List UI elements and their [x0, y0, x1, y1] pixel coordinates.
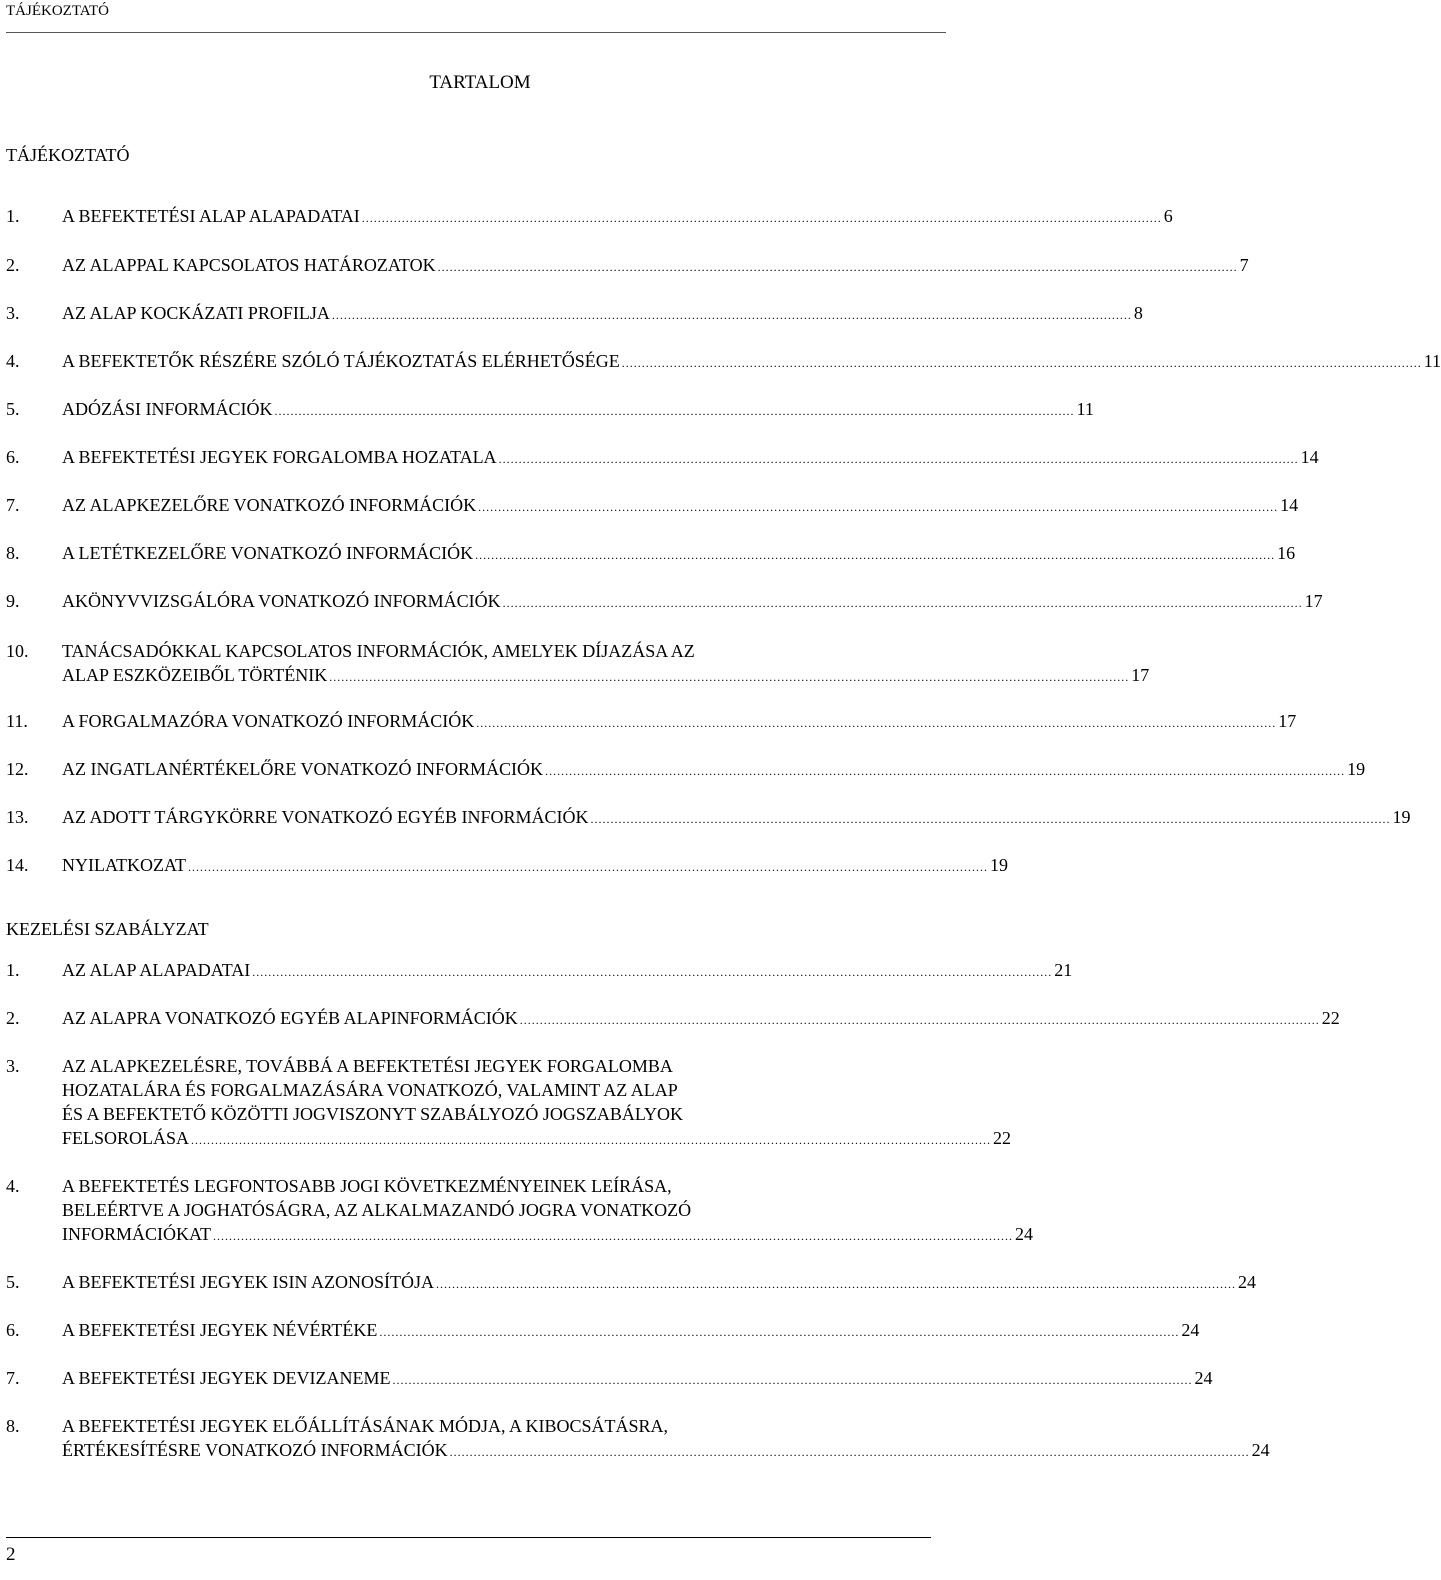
section-title-kezelesi-szabalyzat: KEZELÉSI SZABÁLYZAT — [6, 919, 209, 939]
toc-leader-dots: ........................................................................................................................................................................................................ — [621, 356, 1422, 370]
toc-entry-page: 24 — [1238, 1272, 1256, 1292]
toc-entry-title: AZ ALAPRA VONATKOZÓ EGYÉB ALAPINFORMÁCIÓK — [62, 1008, 518, 1028]
toc-entry-number: 8. — [6, 1416, 20, 1436]
toc-entry-title: A BEFEKTETŐK RÉSZÉRE SZÓLÓ TÁJÉKOZTATÁS ELÉRHETŐSÉGE — [62, 351, 620, 371]
toc-entry-page: 14 — [1280, 495, 1299, 515]
toc-entry-page: 24 — [1194, 1368, 1213, 1388]
toc-entry-number: 9. — [6, 591, 20, 611]
toc-entry-number: 2. — [6, 1008, 20, 1028]
toc-entry-title: AZ ALAPKEZELŐRE VONATKOZÓ INFORMÁCIÓK — [62, 495, 477, 515]
toc-entry[interactable] — [6, 253, 1249, 277]
toc-leader-dots: ........................................................................................................................................................................................................ — [361, 211, 1162, 225]
toc-entry-page: 14 — [1300, 447, 1319, 467]
toc-entry-title: AZ ADOTT TÁRGYKÖRRE VONATKOZÓ EGYÉB INFORMÁCIÓK — [62, 807, 589, 827]
toc-entry[interactable] — [6, 709, 1297, 733]
toc-entry-title: A BEFEKTETÉSI JEGYEK ISIN AZONOSÍTÓJA — [62, 1272, 434, 1292]
toc-entry-page: 17 — [1304, 591, 1323, 611]
toc-entry-page: 19 — [989, 855, 1008, 875]
toc-entry-title: AZ ALAPPAL KAPCSOLATOS HATÁROZATOK — [62, 255, 436, 275]
toc-entry-page: 24 — [1251, 1440, 1270, 1460]
toc-entry-title: ADÓZÁSI INFORMÁCIÓK — [62, 399, 273, 419]
toc-entry-number: 7. — [6, 495, 20, 515]
toc-entry[interactable] — [6, 493, 1299, 517]
toc-entry-number: 1. — [6, 206, 20, 226]
header-rule — [6, 32, 946, 33]
toc-entry-title: A BEFEKTETÉSI JEGYEK ELŐÁLLÍTÁSÁNAK MÓDJA, A KIBOCSÁTÁSRA, — [62, 1416, 669, 1436]
page-number: 2 — [6, 1544, 16, 1565]
toc-entry-number: 6. — [6, 447, 20, 467]
toc-entry-title: AZ ALAP ALAPADATAI — [62, 960, 251, 980]
toc-entry-page: 19 — [1392, 807, 1411, 827]
toc-entry-number: 14. — [6, 855, 29, 875]
toc-leader-dots: ........................................................................................................................................................................................................ — [436, 1277, 1236, 1291]
toc-entry-title: AKÖNYVVIZSGÁLÓRA VONATKOZÓ INFORMÁCIÓK — [62, 591, 501, 611]
toc-leader-dots: ........................................................................................................................................................................................................ — [545, 764, 1346, 778]
toc-entry-number: 7. — [6, 1368, 20, 1388]
toc-entry-title: INFORMÁCIÓKAT — [62, 1224, 212, 1244]
toc-entry-title: A BEFEKTETÉSI ALAP ALAPADATAI — [62, 206, 360, 226]
footer-rule — [6, 1537, 931, 1538]
toc-entry-number: 5. — [6, 399, 20, 419]
toc-entry[interactable] — [6, 349, 1441, 373]
toc-entry-title: AZ ALAP KOCKÁZATI PROFILJA — [62, 303, 330, 323]
toc-leader-dots: ........................................................................................................................................................................................................ — [274, 404, 1075, 418]
toc-entry-page: 17 — [1278, 711, 1297, 731]
toc-entry-number: 4. — [6, 351, 20, 371]
toc-entry-page: 24 — [1181, 1320, 1200, 1340]
toc-leader-dots: ........................................................................................................................................................................................................ — [475, 548, 1276, 562]
toc-entry[interactable] — [6, 1174, 1034, 1246]
toc-entry-title: AZ ALAPKEZELÉSRE, TOVÁBBÁ A BEFEKTETÉSI JEGYEK FORGALOMBA — [62, 1056, 673, 1076]
toc-leader-dots: ........................................................................................................................................................................................................ — [329, 670, 1130, 684]
toc-entry-page: 21 — [1054, 960, 1073, 980]
section-title-tajekoztato: TÁJÉKOZTATÓ — [6, 145, 130, 165]
toc-entry-page: 7 — [1239, 255, 1249, 275]
toc-entry-number: 3. — [6, 303, 20, 323]
toc-leader-dots: ........................................................................................................................................................................................................ — [252, 965, 1053, 979]
toc-leader-dots: ........................................................................................................................................................................................................ — [519, 1013, 1320, 1027]
toc-entry-number: 3. — [6, 1056, 20, 1076]
toc-leader-dots: ........................................................................................................................................................................................................ — [392, 1373, 1193, 1387]
toc-entry[interactable] — [6, 204, 1173, 228]
toc-entry[interactable] — [6, 639, 1150, 687]
toc-entry[interactable] — [6, 1414, 1270, 1462]
toc-leader-dots: ........................................................................................................................................................................................................ — [498, 452, 1299, 466]
toc-entry-number: 11. — [6, 711, 28, 731]
toc-leader-dots: ........................................................................................................................................................................................................ — [502, 596, 1303, 610]
toc-entry-title: A LETÉTKEZELŐRE VONATKOZÓ INFORMÁCIÓK — [62, 543, 474, 563]
toc-entry-title: ÉS A BEFEKTETŐ KÖZÖTTI JOGVISZONYT SZABÁLYOZÓ JOGSZABÁLYOK — [62, 1104, 684, 1124]
toc-entry-page: 11 — [1423, 351, 1441, 371]
toc-leader-dots: ........................................................................................................................................................................................................ — [379, 1325, 1180, 1339]
toc-entry[interactable] — [6, 397, 1094, 421]
toc-entry[interactable] — [6, 589, 1323, 613]
toc-entry[interactable] — [6, 1318, 1200, 1342]
toc-entry-page: 11 — [1076, 399, 1094, 419]
toc-entry-title: A BEFEKTETÉSI JEGYEK NÉVÉRTÉKE — [62, 1320, 378, 1340]
toc-title: TARTALOM — [429, 72, 531, 93]
toc-entry[interactable] — [6, 1270, 1256, 1294]
toc-entry[interactable] — [6, 1006, 1340, 1030]
toc-entry[interactable] — [6, 541, 1296, 565]
toc-entry-number: 13. — [6, 807, 29, 827]
toc-leader-dots: ........................................................................................................................................................................................................ — [213, 1229, 1014, 1243]
toc-entry-title: ÉRTÉKESÍTÉSRE VONATKOZÓ INFORMÁCIÓK — [62, 1440, 448, 1460]
toc-leader-dots: ........................................................................................................................................................................................................ — [187, 860, 988, 874]
toc-entry-page: 24 — [1015, 1224, 1034, 1244]
toc-entry-title: HOZATALÁRA ÉS FORGALMAZÁSÁRA VONATKOZÓ, VALAMINT AZ ALAP — [62, 1080, 678, 1100]
toc-entry-number: 10. — [6, 641, 29, 661]
toc-entry-title: ALAP ESZKÖZEIBŐL TÖRTÉNIK — [62, 665, 328, 685]
toc-entry[interactable] — [6, 1366, 1213, 1390]
toc-entry-title: A BEFEKTETÉSI JEGYEK FORGALOMBA HOZATALA — [62, 447, 497, 467]
toc-entry[interactable] — [6, 805, 1411, 829]
toc-entry-title: A BEFEKTETÉSI JEGYEK DEVIZANEME — [62, 1368, 391, 1388]
toc-entry[interactable] — [6, 301, 1143, 325]
toc-entry-page: 22 — [993, 1128, 1012, 1148]
toc-entry-page: 19 — [1347, 759, 1366, 779]
toc-entry-number: 5. — [6, 1272, 20, 1292]
toc-entry[interactable] — [6, 1054, 1012, 1150]
toc-entry-page: 16 — [1277, 543, 1296, 563]
toc-entry-title: A FORGALMAZÓRA VONATKOZÓ INFORMÁCIÓK — [62, 711, 475, 731]
toc-entry-title: NYILATKOZAT — [62, 855, 186, 875]
toc-leader-dots: ........................................................................................................................................................................................................ — [478, 500, 1279, 514]
toc-entry[interactable] — [6, 958, 1073, 982]
toc-entry-page: 17 — [1131, 665, 1150, 685]
toc-entry[interactable] — [6, 445, 1319, 469]
toc-entry[interactable] — [6, 757, 1366, 781]
toc-leader-dots: ........................................................................................................................................................................................................ — [449, 1445, 1250, 1459]
toc-entry-number: 2. — [6, 255, 20, 275]
toc-entry-title: FELSOROLÁSA — [62, 1128, 190, 1148]
toc-leader-dots: ........................................................................................................................................................................................................ — [476, 716, 1277, 730]
toc-leader-dots: ........................................................................................................................................................................................................ — [191, 1133, 992, 1147]
toc-entry-title: TANÁCSADÓKKAL KAPCSOLATOS INFORMÁCIÓK, AMELYEK DÍJAZÁSA AZ — [62, 641, 695, 661]
toc-entry-title: A BEFEKTETÉS LEGFONTOSABB JOGI KÖVETKEZMÉNYEINEK LEÍRÁSA, — [62, 1176, 672, 1196]
toc-entry-title: AZ INGATLANÉRTÉKELŐRE VONATKOZÓ INFORMÁCIÓK — [62, 759, 544, 779]
toc-entry-page: 22 — [1321, 1008, 1340, 1028]
toc-entry[interactable] — [6, 853, 1008, 877]
toc-entry-page: 6 — [1163, 206, 1173, 226]
toc-leader-dots: ........................................................................................................................................................................................................ — [331, 308, 1132, 322]
toc-entry-number: 6. — [6, 1320, 20, 1340]
toc-entry-number: 1. — [6, 960, 20, 980]
toc-entry-number: 8. — [6, 543, 20, 563]
toc-leader-dots: ........................................................................................................................................................................................................ — [590, 812, 1391, 826]
toc-entry-number: 4. — [6, 1176, 20, 1196]
toc-entry-title: BELEÉRTVE A JOGHATÓSÁGRA, AZ ALKALMAZANDÓ JOGRA VONATKOZÓ — [62, 1200, 692, 1220]
toc-entry-page: 8 — [1133, 303, 1143, 323]
toc-entry-number: 12. — [6, 759, 29, 779]
toc-leader-dots: ........................................................................................................................................................................................................ — [437, 260, 1238, 274]
running-header: TÁJÉKOZTATÓ — [6, 3, 109, 19]
